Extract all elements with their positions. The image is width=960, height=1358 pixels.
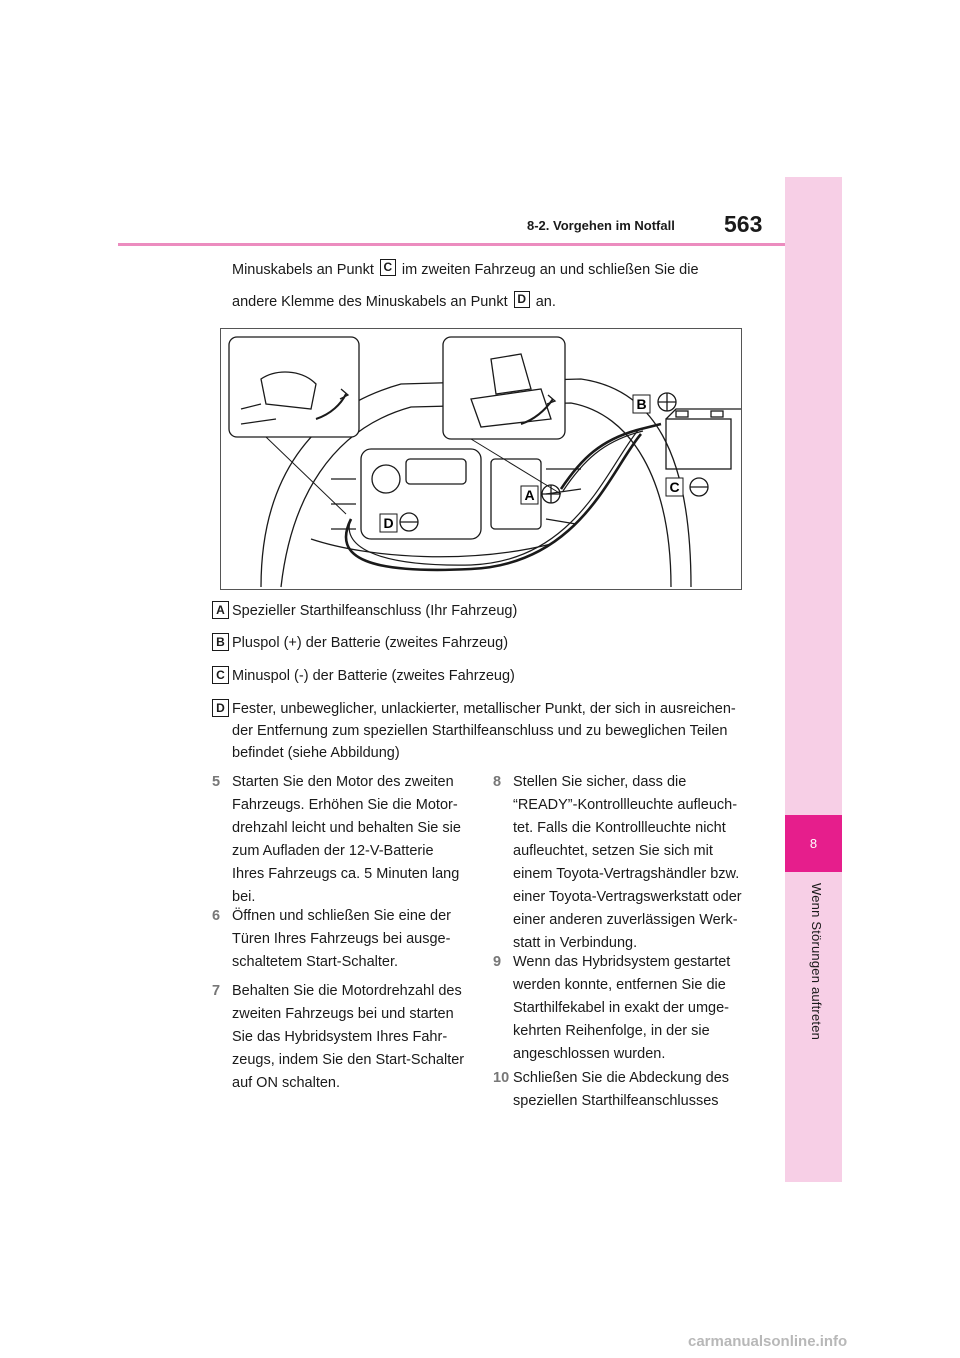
step-text: tet. Falls die Kontrollleuchte nicht <box>513 820 726 836</box>
engine-bay-drawing <box>221 329 741 589</box>
step-number: 8 <box>493 774 502 790</box>
step-text: einer anderen zuverlässigen Werk- <box>513 912 738 928</box>
step-text: einer Toyota-Vertragswerkstatt oder <box>513 889 742 905</box>
legend-key-a: A <box>212 601 229 619</box>
step-text: speziellen Starthilfeanschlusses <box>513 1093 719 1109</box>
step-text: zweiten Fahrzeugs bei und starten <box>232 1006 454 1022</box>
step-text: aufleuchtet, setzen Sie sich mit <box>513 843 713 859</box>
step-text: Sie das Hybridsystem Ihres Fahr- <box>232 1029 448 1045</box>
legend-key-b: B <box>212 633 229 651</box>
legend-text: Pluspol (+) der Batterie (zweites Fahrzeug) <box>232 635 509 651</box>
step-text: kehrten Reihenfolge, in der sie <box>513 1023 710 1039</box>
oil-cap <box>372 465 400 493</box>
step-number: 9 <box>493 954 502 970</box>
step-number: 6 <box>212 908 221 924</box>
intro-text: Minuskabels an Punkt <box>232 262 374 278</box>
ref-label-c: C <box>380 259 396 276</box>
figure-label-a: A <box>524 487 535 503</box>
intro-line-2 <box>232 288 556 317</box>
legend-text: Fester, unbeweglicher, unlackierter, metallischer Punkt, der sich in ausreichen- <box>232 701 736 717</box>
legend-key-c: C <box>212 666 229 684</box>
step-text: angeschlossen wurden. <box>513 1046 666 1062</box>
step-text: drehzahl leicht und behalten Sie sie <box>232 820 461 836</box>
step-text: einem Toyota-Vertragshändler bzw. <box>513 866 740 882</box>
step-text: Schließen Sie die Abdeckung des <box>513 1070 730 1086</box>
step-text: zum Aufladen der 12-V-Batterie <box>232 843 434 859</box>
negative-cable <box>346 434 641 570</box>
intro-line-1 <box>232 256 699 285</box>
step-text: zeugs, indem Sie den Start-Schalter <box>232 1052 465 1068</box>
intro-text: an. <box>535 294 556 310</box>
chapter-title: Wenn Störungen auftreten <box>809 883 824 1041</box>
step-text: Wenn das Hybridsystem gestartet <box>513 954 731 970</box>
figure-label-c: C <box>669 479 680 495</box>
step-text: Öffnen und schließen Sie eine der <box>232 908 451 924</box>
inset-terminal-closeup <box>443 337 565 439</box>
step-text: Fahrzeugs. Erhöhen Sie die Motor- <box>232 797 458 813</box>
step-text: statt in Verbindung. <box>513 935 638 951</box>
engine-block <box>361 449 481 539</box>
legend-text: befindet (siehe Abbildung) <box>232 745 400 761</box>
step-text: “READY”-Kontrollleuchte aufleuch- <box>513 797 738 813</box>
jump-start-illustration <box>220 328 742 590</box>
inset-cover-closeup <box>229 337 359 437</box>
page-number: 563 <box>724 211 763 237</box>
figure-label-d: D <box>383 515 394 531</box>
intro-text: andere Klemme des Minuskabels an Punkt <box>232 294 508 310</box>
legend-text: Spezieller Starthilfeanschluss (Ihr Fahrzeug) <box>232 603 518 619</box>
step-text: Starthilfekabel in exakt der umge- <box>513 1000 729 1016</box>
intro-text: im zweiten Fahrzeug an und schließen Sie die <box>401 262 699 278</box>
step-text: Türen Ihres Fahrzeugs bei ausge- <box>232 931 451 947</box>
step-text: Starten Sie den Motor des zweiten <box>232 774 454 790</box>
step-text: auf ON schalten. <box>232 1075 340 1091</box>
header-rule <box>118 243 785 246</box>
step-text: Behalten Sie die Motordrehzahl des <box>232 983 462 999</box>
legend-text: der Entfernung zum speziellen Starthilfeanschluss und zu beweglichen Teilen <box>232 723 728 739</box>
section-title: 8-2. Vorgehen im Notfall <box>527 218 675 233</box>
legend-key-d: D <box>212 699 229 717</box>
step-text: bei. <box>232 889 256 905</box>
step-text: Ihres Fahrzeugs ca. 5 Minuten lang <box>232 866 460 882</box>
step-text: Stellen Sie sicher, dass die <box>513 774 687 790</box>
chapter-number: 8 <box>809 836 818 851</box>
step-number: 5 <box>212 774 221 790</box>
step-text: schaltetem Start-Schalter. <box>232 954 399 970</box>
step-number: 10 <box>493 1070 510 1086</box>
step-number: 7 <box>212 983 221 999</box>
ref-label-d: D <box>514 291 530 308</box>
watermark: carmanualsonline.info <box>688 1333 848 1350</box>
second-battery <box>666 419 731 469</box>
step-text: werden konnte, entfernen Sie die <box>513 977 726 993</box>
figure-label-b: B <box>636 396 647 412</box>
legend-text: Minuspol (-) der Batterie (zweites Fahrzeug) <box>232 668 515 684</box>
